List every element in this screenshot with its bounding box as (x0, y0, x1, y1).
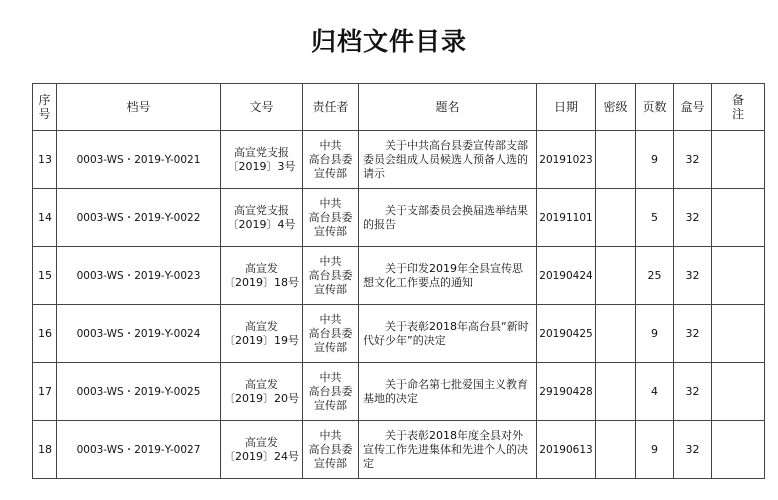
cell-pages: 9 (636, 421, 674, 479)
cell-remarks (712, 363, 765, 421)
cell-date: 20190424 (537, 247, 596, 305)
cell-archive-no: 0003-WS・2019-Y-0024 (57, 305, 221, 363)
cell-archive-no: 0003-WS・2019-Y-0023 (57, 247, 221, 305)
header-pages: 页数 (636, 84, 674, 131)
cell-subject: 关于命名第七批爱国主义教育基地的决定 (359, 363, 537, 421)
cell-date: 29190428 (537, 363, 596, 421)
header-archive-no: 档号 (57, 84, 221, 131)
cell-responsible: 中共 高台县委 宣传部 (303, 131, 359, 189)
table-row (33, 421, 765, 479)
cell-responsible: 中共 高台县委 宣传部 (303, 305, 359, 363)
cell-secrecy (596, 363, 636, 421)
cell-no: 17 (33, 363, 57, 421)
cell-responsible: 中共 高台县委 宣传部 (303, 189, 359, 247)
cell-secrecy (596, 305, 636, 363)
cell-box-no: 32 (674, 421, 712, 479)
cell-responsible: 中共 高台县委 宣传部 (303, 247, 359, 305)
cell-pages: 9 (636, 131, 674, 189)
table-row (33, 189, 765, 247)
table-row (33, 131, 765, 189)
cell-no: 14 (33, 189, 57, 247)
cell-subject: 关于表彰2018年高台县“新时代好少年”的决定 (359, 305, 537, 363)
cell-secrecy (596, 247, 636, 305)
header-remarks: 备 注 (712, 84, 765, 131)
cell-remarks (712, 305, 765, 363)
header-date: 日期 (537, 84, 596, 131)
cell-doc-no: 高宣发 〔2019〕24号 (221, 421, 303, 479)
cell-remarks (712, 189, 765, 247)
cell-subject: 关于支部委员会换届选举结果的报告 (359, 189, 537, 247)
cell-pages: 25 (636, 247, 674, 305)
table-row (33, 247, 765, 305)
header-no: 序 号 (33, 84, 57, 131)
cell-no: 13 (33, 131, 57, 189)
cell-secrecy (596, 131, 636, 189)
header-box-no: 盒号 (674, 84, 712, 131)
cell-subject: 关于中共高台县委宣传部支部委员会组成人员候选人预备人选的请示 (359, 131, 537, 189)
cell-box-no: 32 (674, 189, 712, 247)
cell-no: 15 (33, 247, 57, 305)
cell-box-no: 32 (674, 131, 712, 189)
table-header-row (33, 84, 765, 131)
archive-catalog-table (32, 83, 765, 479)
cell-no: 16 (33, 305, 57, 363)
table-row (33, 363, 765, 421)
cell-doc-no: 高宣党支报 〔2019〕4号 (221, 189, 303, 247)
cell-doc-no: 高宣发 〔2019〕19号 (221, 305, 303, 363)
cell-pages: 5 (636, 189, 674, 247)
table-row (33, 305, 765, 363)
cell-date: 20190425 (537, 305, 596, 363)
cell-secrecy (596, 189, 636, 247)
cell-subject: 关于表彰2018年度全县对外宣传工作先进集体和先进个人的决定 (359, 421, 537, 479)
cell-doc-no: 高宣党支报 〔2019〕3号 (221, 131, 303, 189)
cell-remarks (712, 131, 765, 189)
cell-doc-no: 高宣发 〔2019〕18号 (221, 247, 303, 305)
header-subject: 题名 (359, 84, 537, 131)
cell-box-no: 32 (674, 363, 712, 421)
cell-secrecy (596, 421, 636, 479)
cell-responsible: 中共 高台县委 宣传部 (303, 363, 359, 421)
cell-archive-no: 0003-WS・2019-Y-0027 (57, 421, 221, 479)
cell-doc-no: 高宣发 〔2019〕20号 (221, 363, 303, 421)
cell-remarks (712, 421, 765, 479)
page-title: 归档文件目录 (310, 27, 467, 56)
cell-date: 20191101 (537, 189, 596, 247)
cell-archive-no: 0003-WS・2019-Y-0025 (57, 363, 221, 421)
cell-box-no: 32 (674, 247, 712, 305)
cell-archive-no: 0003-WS・2019-Y-0021 (57, 131, 221, 189)
cell-date: 20190613 (537, 421, 596, 479)
header-responsible: 责任者 (303, 84, 359, 131)
cell-subject: 关于印发2019年全县宣传思想文化工作要点的通知 (359, 247, 537, 305)
cell-no: 18 (33, 421, 57, 479)
cell-date: 20191023 (537, 131, 596, 189)
cell-archive-no: 0003-WS・2019-Y-0022 (57, 189, 221, 247)
cell-remarks (712, 247, 765, 305)
cell-pages: 4 (636, 363, 674, 421)
header-secrecy: 密级 (596, 84, 636, 131)
header-doc-no: 文号 (221, 84, 303, 131)
cell-responsible: 中共 高台县委 宣传部 (303, 421, 359, 479)
cell-pages: 9 (636, 305, 674, 363)
cell-box-no: 32 (674, 305, 712, 363)
